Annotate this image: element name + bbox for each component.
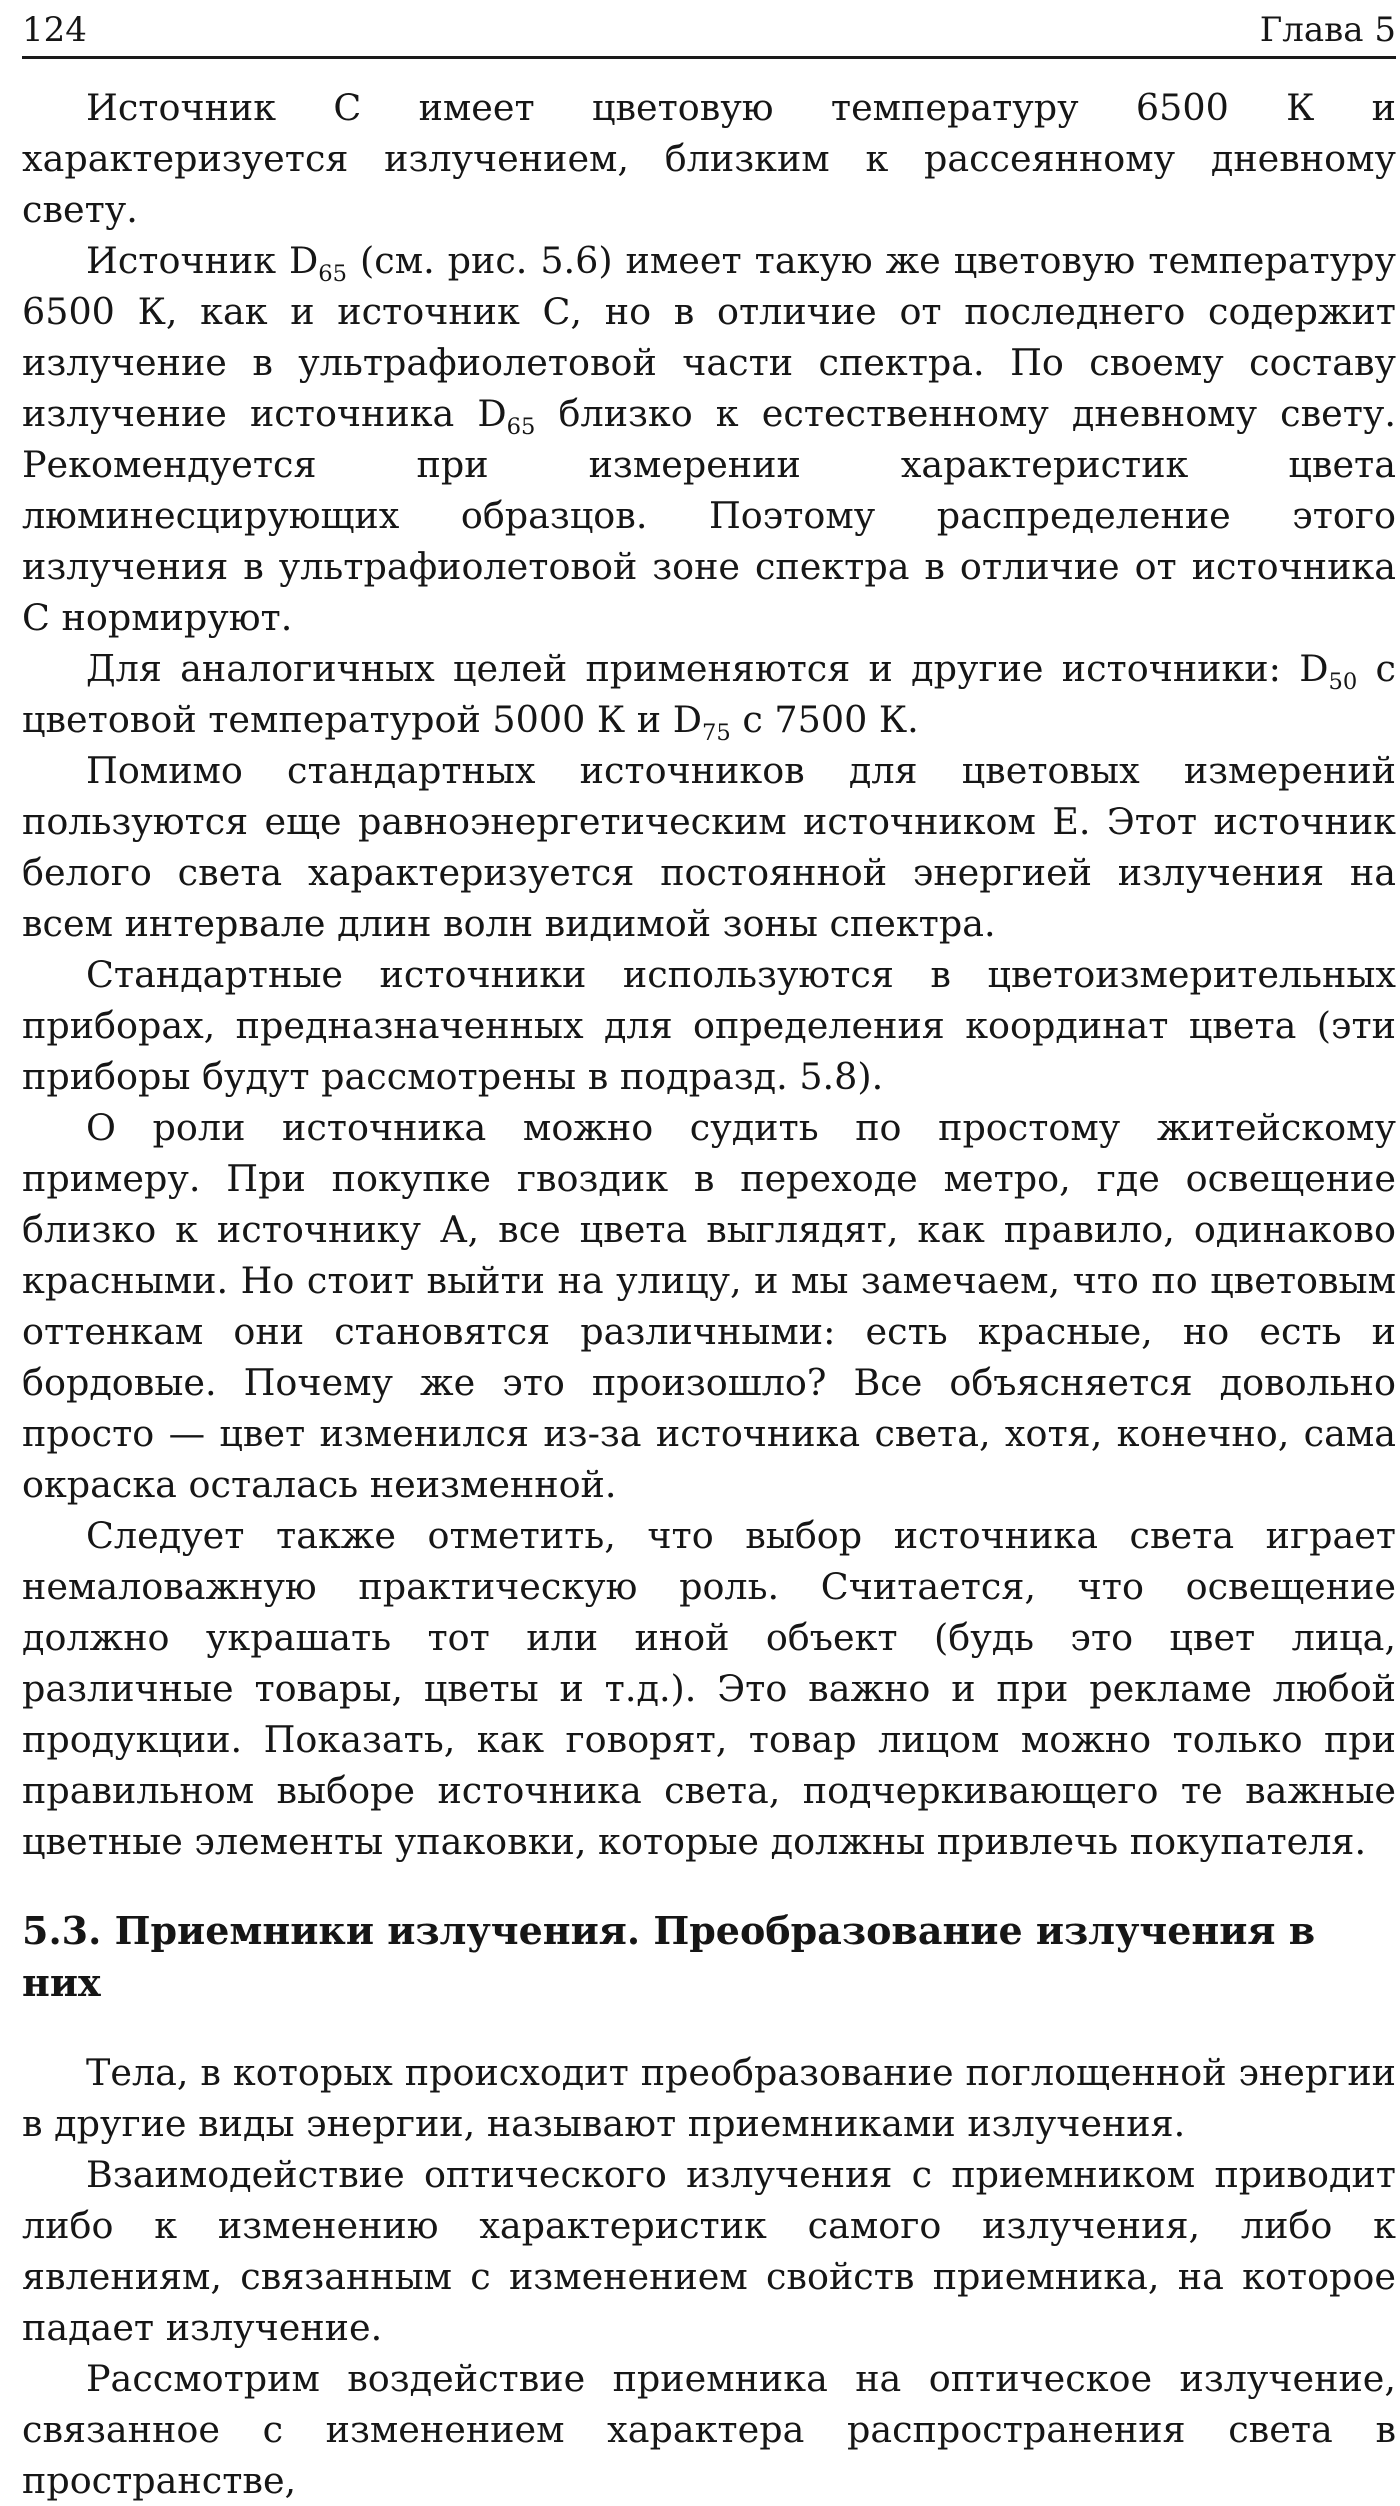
subscript: 65 — [318, 260, 348, 287]
text-run: Для аналогичных целей применяются и другие источники: D — [86, 647, 1329, 690]
subscript: 50 — [1328, 668, 1358, 695]
text-run: близко к естественному дневному свету. Рекомендуется при измерении характеристик цвета люминесцирующих образцов. Поэтому распределение этого излучения в ультрафиолетовой зоне спектра в отличие от источника С нормируют. — [22, 392, 1396, 639]
paragraph-source-d65 — [22, 235, 1396, 643]
paragraph-practical-role: Следует также отметить, что выбор источника света играет немаловажную практическую роль. Считается, что освещение должно украшать тот или иной объект (будь это цвет лица, различные товары, цветы и т.д.). Это важно и при рекламе любой продукции. Показать, как говорят, товар лицом можно только при правильном выборе источника света, подчеркивающего те важные цветные элементы упаковки, которые должны привлечь покупателя. — [22, 1514, 1396, 1863]
text-run: с 7500 К. — [730, 698, 919, 741]
subscript: 65 — [506, 413, 536, 440]
paragraph-receivers-definition: Тела, в которых происходит преобразование поглощенной энергии в другие виды энергии, называют приемниками излучения. — [22, 2051, 1396, 2145]
text-run: (см. рис. 5.6) имеет такую же цветовую температуру 6500 К, как и источник С, но в отличие от последнего содержит излучение в ультрафиолетовой части спектра. По своему составу излучение источника D — [22, 239, 1397, 435]
page-number: 124 — [22, 10, 87, 50]
subscript: 75 — [701, 719, 731, 746]
running-header — [22, 4, 1396, 59]
body-text — [22, 82, 1396, 2506]
chapter-label: Глава 5 — [1259, 10, 1396, 50]
paragraph-source-c: Источник С имеет цветовую температуру 6500 К и характеризуется излучением, близким к рассеянному дневному свету. — [22, 86, 1396, 231]
section-heading: 5.3. Приемники излучения. Преобразование излучения в них — [22, 1908, 1316, 2005]
text-run: с цветовой температурой 5000 К и D — [22, 647, 1396, 741]
text-run: Источник D — [86, 239, 319, 282]
paragraph-other-sources — [22, 643, 1396, 745]
paragraph-source-e: Помимо стандартных источников для цветовых измерений пользуются еще равноэнергетическим источником Е. Этот источник белого света характеризуется постоянной энергией излучения на всем интервале длин волн видимой зоны спектра. — [22, 749, 1396, 945]
book-page — [22, 0, 1397, 2502]
paragraph-interaction: Взаимодействие оптического излучения с приемником приводит либо к изменению характеристик самого излучения, либо к явлениям, связанным с изменением свойств приемника, на которое падает излучение. — [22, 2153, 1396, 2349]
paragraph-instruments: Стандартные источники используются в цветоизмерительных приборах, предназначенных для определения координат цвета (эти приборы будут рассмотрены в подразд. 5.8). — [22, 953, 1396, 1098]
paragraph-example: О роли источника можно судить по простому житейскому примеру. При покупке гвоздик в переходе метро, где освещение близко к источнику А, все цвета выглядят, как правило, одинаково красными. Но стоит выйти на улицу, и мы замечаем, что по цветовым оттенкам они становятся различными: есть красные, но есть и бордовые. Почему же это произошло? Все объясняется довольно просто — цвет изменился из-за источника света, хотя, конечно, сама окраска осталась неизменной. — [22, 1106, 1396, 1506]
paragraph-receiver-effect: Рассмотрим воздействие приемника на оптическое излучение, связанное с изменением характера распространения света в пространстве, — [22, 2357, 1396, 2502]
